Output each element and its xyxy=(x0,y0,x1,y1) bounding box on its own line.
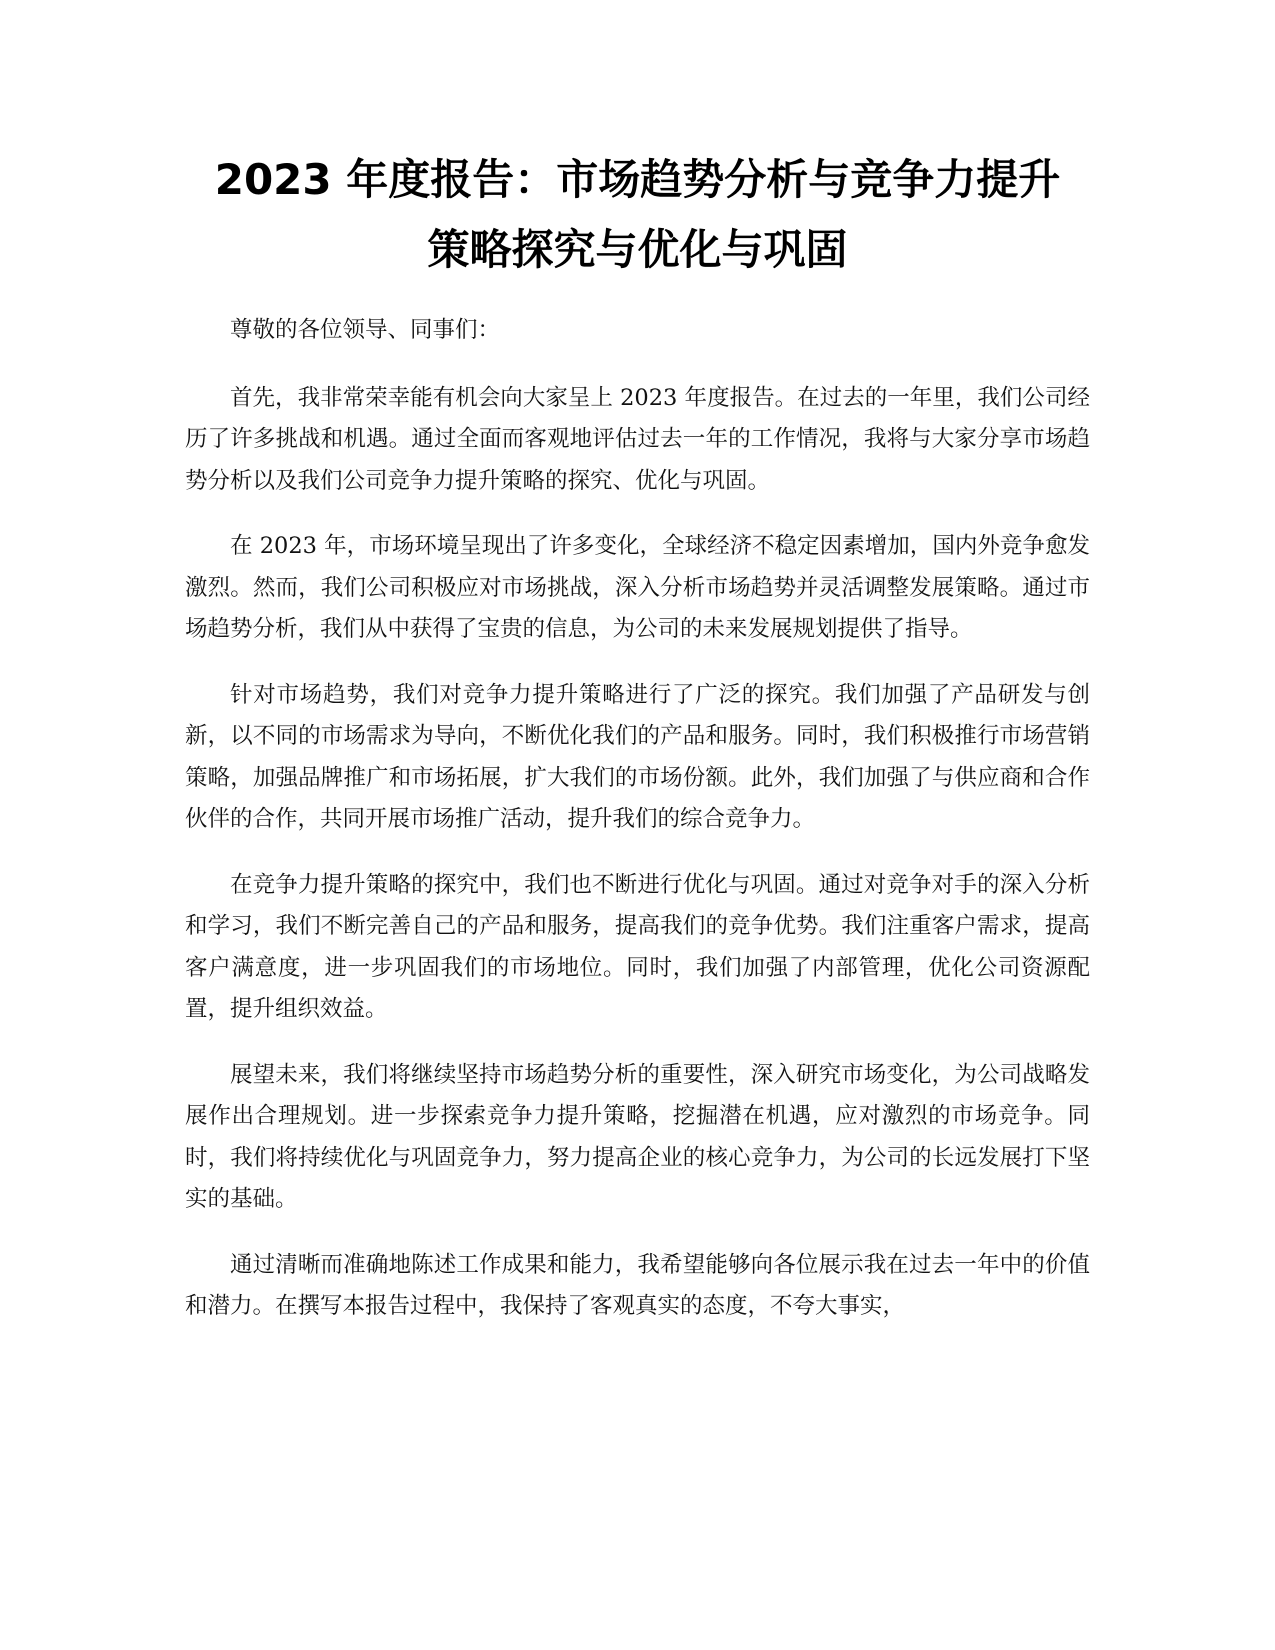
title-line-1: 2023 年度报告：市场趋势分析与竞争力提升 xyxy=(214,155,1061,204)
paragraph-strategy-exploration: 针对市场趋势，我们对竞争力提升策略进行了广泛的探究。我们加强了产品研发与创新，以不同的市场需求为导向，不断优化我们的产品和服务。同时，我们积极推行市场营销策略，加强品牌推广和市场拓展，扩大我们的市场份额。此外，我们加强了与供应商和合作伙伴的合作，共同开展市场推广活动，提升我们的综合竞争力。 xyxy=(185,681,1090,832)
title-line-2: 策略探究与优化与巩固 xyxy=(427,225,848,274)
document-title xyxy=(150,145,1125,285)
paragraph-introduction: 首先，我非常荣幸能有机会向大家呈上 2023 年度报告。在过去的一年里，我们公司经历了许多挑战和机遇。通过全面而客观地评估过去一年的工作情况，我将与大家分享市场趋势分析以及我们公司竞争力提升策略的探究、优化与巩固。 xyxy=(185,384,1090,494)
document-body xyxy=(185,310,1090,1352)
paragraph-optimization: 在竞争力提升策略的探究中，我们也不断进行优化与巩固。通过对竞争对手的深入分析和学习，我们不断完善自己的产品和服务，提高我们的竞争优势。我们注重客户需求，提高客户满意度，进一步巩固我们的市场地位。同时，我们加强了内部管理，优化公司资源配置，提升组织效益。 xyxy=(185,871,1090,1022)
paragraph-market-environment: 在 2023 年，市场环境呈现出了许多变化，全球经济不稳定因素增加，国内外竞争愈发激烈。然而，我们公司积极应对市场挑战，深入分析市场趋势并灵活调整发展策略。通过市场趋势分析，我们从中获得了宝贵的信息，为公司的未来发展规划提供了指导。 xyxy=(185,533,1090,642)
salutation: 尊敬的各位领导、同事们： xyxy=(230,317,501,343)
paragraph-outlook: 展望未来，我们将继续坚持市场趋势分析的重要性，深入研究市场变化，为公司战略发展作出合理规划。进一步探索竞争力提升策略，挖掘潜在机遇，应对激烈的市场竞争。同时，我们将持续优化与巩固竞争力，努力提高企业的核心竞争力，为公司的长远发展打下坚实的基础。 xyxy=(185,1061,1090,1212)
paragraph-conclusion: 通过清晰而准确地陈述工作成果和能力，我希望能够向各位展示我在过去一年中的价值和潜力。在撰写本报告过程中，我保持了客观真实的态度，不夸大事实， xyxy=(185,1251,1090,1319)
